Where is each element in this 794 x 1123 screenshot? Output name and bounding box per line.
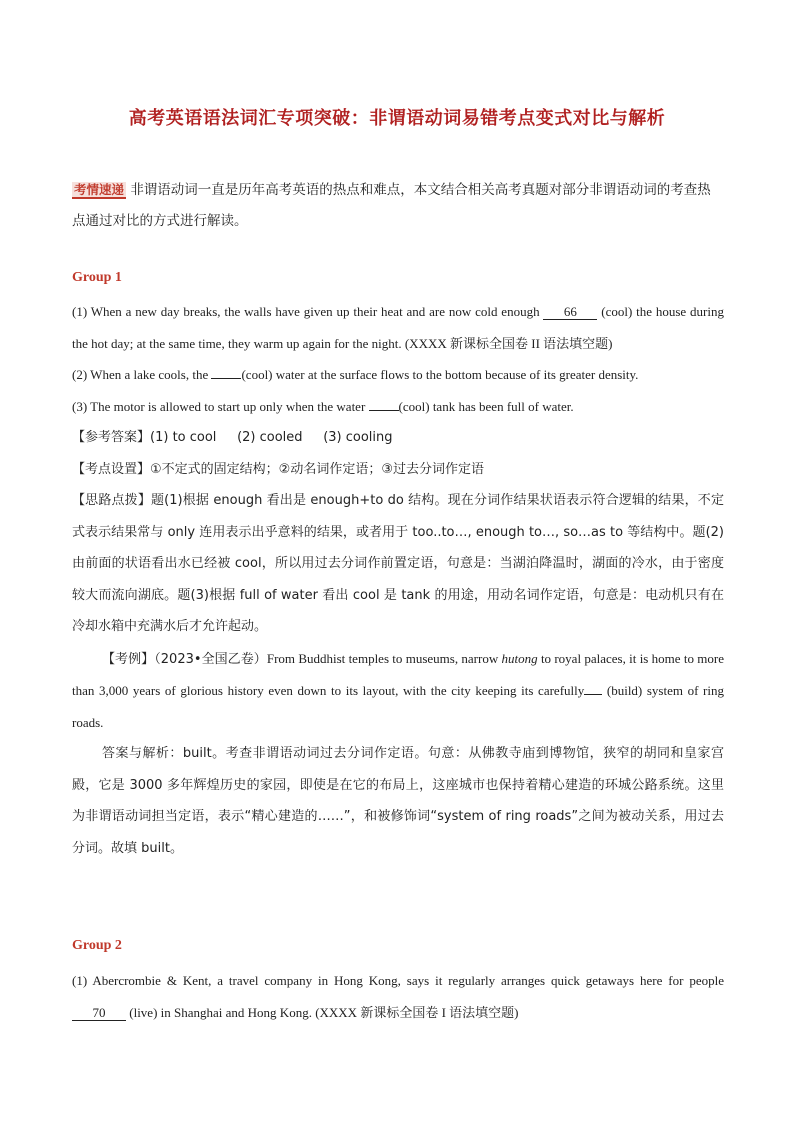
intro-paragraph xyxy=(72,174,724,237)
group1-question-3: (3) The motor is allowed to start up only when the water (cool) tank has been full of water. xyxy=(72,398,574,414)
answer-blank: 70 xyxy=(72,1006,126,1021)
group1-question-1: (1) When a new day breaks, the walls have given up their heat and are now cold enough 66 (cool) the house during the hot day; at the same time, they warm up again for the night. (XXXX 新课标全国卷 II 语法填空题) xyxy=(72,304,724,351)
group1-content xyxy=(72,296,724,864)
test-point: 【考点设置】①不定式的固定结构；②动名词作定语；③过去分词作定语 xyxy=(72,461,484,477)
intro-tag: 考情速递 xyxy=(74,182,125,197)
intro-text: 非谓语动词一直是历年高考英语的热点和难点，本文结合相关高考真题对部分非谓语动词的考查热点通过对比的方式进行解读。 xyxy=(72,182,711,229)
group1-question-2: (2) When a lake cools, the (cool) water at the surface flows to the bottom because of its greater density. xyxy=(72,367,639,382)
group1-heading: Group 1 xyxy=(72,270,122,285)
example-question: 【考例】（2023•全国乙卷）From Buddhist temples to museums, narrow hutong to royal palaces, it is home to more than 3,000 years of glorious history even down to its layout, with the city keeping its carefully (build) system of ring roads. xyxy=(72,650,725,730)
example-analysis: 答案与解析：built。考查非谓语动词过去分词作定语。句意：从佛教寺庙到博物馆，狭窄的胡同和皇家宫殿，它是 3000 多年辉煌历史的家园，即使是在它的布局上，这座城市也保持着精心建造的环城公路系统。这里为非谓语动词担当定语，表示“精心建造的……”，和被修饰词“system of ring roads”之间为被动关系，用过去分词。故填 built。 xyxy=(72,746,724,856)
group2-heading: Group 2 xyxy=(72,938,122,953)
page-title: 高考英语语法词汇专项突破：非谓语动词易错考点变式对比与解析 xyxy=(128,108,666,129)
group2-question-1: (1) Abercrombie & Kent, a travel company in Hong Kong, says it regularly arranges quick getaways here for people 70 (live) in Shanghai and Hong Kong. (XXXX 新课标全国卷 I 语法填空题) xyxy=(72,973,724,1020)
answer-blank xyxy=(584,694,602,695)
group2-content xyxy=(72,965,724,1028)
answer-blank: 66 xyxy=(543,305,597,320)
solution-hint: 【思路点拨】题(1)根据 enough 看出是 enough+to do 结构。现在分词作结果状语表示符合逻辑的结果，不定式表示结果常与 only 连用表示出乎意料的结果，或者用于 too..to…, enough to…, so…as to 等结构中。题(2)由前面的状语看出水已经被 cool，所以用过去分词作前置定语，句意是：当湖泊降温时，湖面的冷水，由于密度较大而流向湖底。题(3)根据 full of water 看出 cool 是 tank 的用途，用动名词作定语，句意是：电动机只有在冷却水箱中充满水后才允许起动。 xyxy=(72,493,724,634)
answer-blank xyxy=(211,378,241,379)
answer-blank xyxy=(369,410,399,411)
reference-answer: 【参考答案】(1) to cool (2) cooled (3) cooling xyxy=(72,430,393,445)
